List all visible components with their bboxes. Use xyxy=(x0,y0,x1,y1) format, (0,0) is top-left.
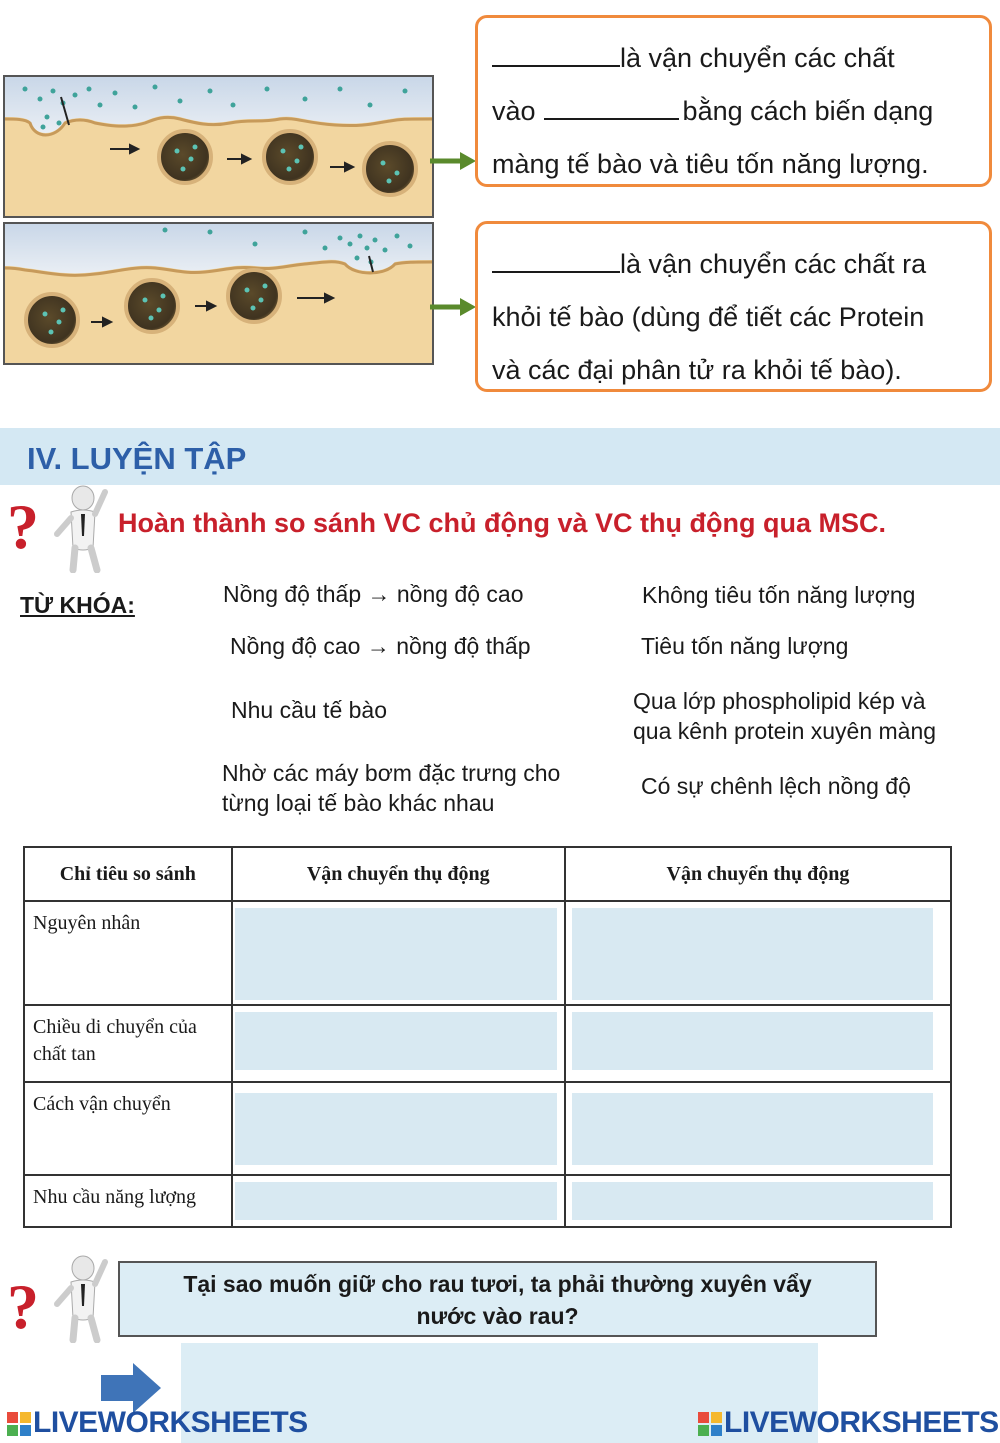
liveworksheets-logo xyxy=(7,1406,308,1440)
keyword-item[interactable]: Tiêu tốn năng lượng xyxy=(641,633,849,659)
definition-line: màng tế bào và tiêu tốn năng lượng. xyxy=(492,149,929,179)
answer-dropzone[interactable] xyxy=(572,908,933,1000)
keyword-item[interactable] xyxy=(633,686,936,746)
keyword-item[interactable]: Có sự chênh lệch nồng độ xyxy=(641,773,911,799)
keyword-item[interactable]: Nồng độ thấp → nồng độ cao xyxy=(223,581,524,607)
fill-blank[interactable] xyxy=(492,249,620,273)
answer-cell xyxy=(565,901,951,1005)
keyword-item[interactable]: Nhu cầu tế bào xyxy=(231,697,388,723)
answer-cell xyxy=(232,1175,565,1227)
table-row xyxy=(24,1175,951,1227)
task-title: Hoàn thành so sánh VC chủ động và VC thụ động qua MSC. xyxy=(118,508,886,538)
row-label: Nhu cầu năng lượng xyxy=(24,1175,232,1227)
table-row xyxy=(24,1082,951,1175)
definition-text: là vận chuyển các chất ra xyxy=(620,249,927,279)
answer-dropzone[interactable] xyxy=(235,1182,557,1220)
answer-cell xyxy=(232,901,565,1005)
column-header: Vận chuyển thụ động xyxy=(565,847,951,901)
definition-line: và các đại phân tử ra khỏi tế bào). xyxy=(492,355,902,385)
exocytosis-diagram xyxy=(3,222,434,365)
exocytosis-definition-box xyxy=(475,221,992,392)
column-header: Chỉ tiêu so sánh xyxy=(24,847,232,901)
logo-text: LIVEWORKSHEETS xyxy=(724,1406,999,1439)
answer-cell xyxy=(232,1005,565,1082)
table-header-row xyxy=(24,847,951,901)
logo-icon xyxy=(698,1412,722,1436)
keyword-line: từng loại tế bào khác nhau xyxy=(222,790,495,816)
keyword-line: Qua lớp phospholipid kép và xyxy=(633,688,926,714)
keyword-item[interactable]: Không tiêu tốn năng lượng xyxy=(642,582,916,608)
liveworksheets-logo xyxy=(698,1406,999,1440)
definition-text: là vận chuyển các chất xyxy=(620,43,895,73)
row-label: Chiều di chuyển của chất tan xyxy=(24,1005,232,1082)
question-text: nước vào rau? xyxy=(416,1303,579,1329)
fill-blank[interactable] xyxy=(492,43,620,67)
answer-dropzone[interactable] xyxy=(235,908,557,1000)
definition-line xyxy=(492,32,979,85)
keywords-label: TỪ KHÓA: xyxy=(20,592,135,618)
column-header: Vận chuyển thụ động xyxy=(232,847,565,901)
keyword-item[interactable] xyxy=(222,758,560,818)
logo-text: LIVEWORKSHEETS xyxy=(33,1406,308,1439)
arrow-right-icon xyxy=(430,150,476,172)
table-row xyxy=(24,901,951,1005)
question-person-icon xyxy=(5,1248,110,1343)
answer-dropzone[interactable] xyxy=(572,1012,933,1070)
definition-line xyxy=(492,85,979,138)
answer-cell xyxy=(565,1005,951,1082)
definition-line xyxy=(492,238,979,291)
answer-dropzone[interactable] xyxy=(572,1093,933,1165)
definition-text: vào xyxy=(492,96,536,126)
definition-text: bằng cách biến dạng xyxy=(682,96,934,126)
keyword-item[interactable]: Nồng độ cao → nồng độ thấp xyxy=(230,633,531,659)
keyword-line: Nhờ các máy bơm đặc trưng cho xyxy=(222,760,561,786)
definition-line: khỏi tế bào (dùng để tiết các Protein xyxy=(492,302,925,332)
answer-dropzone[interactable] xyxy=(572,1182,933,1220)
svg-text:?: ? xyxy=(7,491,39,562)
question-text: Tại sao muốn giữ cho rau tươi, ta phải thường xuyên vẩy xyxy=(183,1271,812,1297)
row-label: Cách vận chuyển xyxy=(24,1082,232,1175)
answer-cell xyxy=(232,1082,565,1175)
table-row xyxy=(24,1005,951,1082)
question-box xyxy=(118,1261,877,1337)
section-title: IV. LUYỆN TẬP xyxy=(27,441,247,476)
answer-cell xyxy=(565,1175,951,1227)
row-label: Nguyên nhân xyxy=(24,901,232,1005)
keyword-line: qua kênh protein xuyên màng xyxy=(633,718,937,744)
answer-cell xyxy=(565,1082,951,1175)
answer-dropzone[interactable] xyxy=(235,1093,557,1165)
logo-icon xyxy=(7,1412,31,1436)
endocytosis-diagram xyxy=(3,75,434,218)
answer-dropzone[interactable] xyxy=(235,1012,557,1070)
comparison-table xyxy=(23,846,952,1228)
svg-text:?: ? xyxy=(7,1271,39,1342)
question-person-icon xyxy=(5,478,110,573)
arrow-right-icon xyxy=(430,296,476,318)
fill-blank[interactable] xyxy=(544,96,679,120)
endocytosis-definition-box xyxy=(475,15,992,187)
